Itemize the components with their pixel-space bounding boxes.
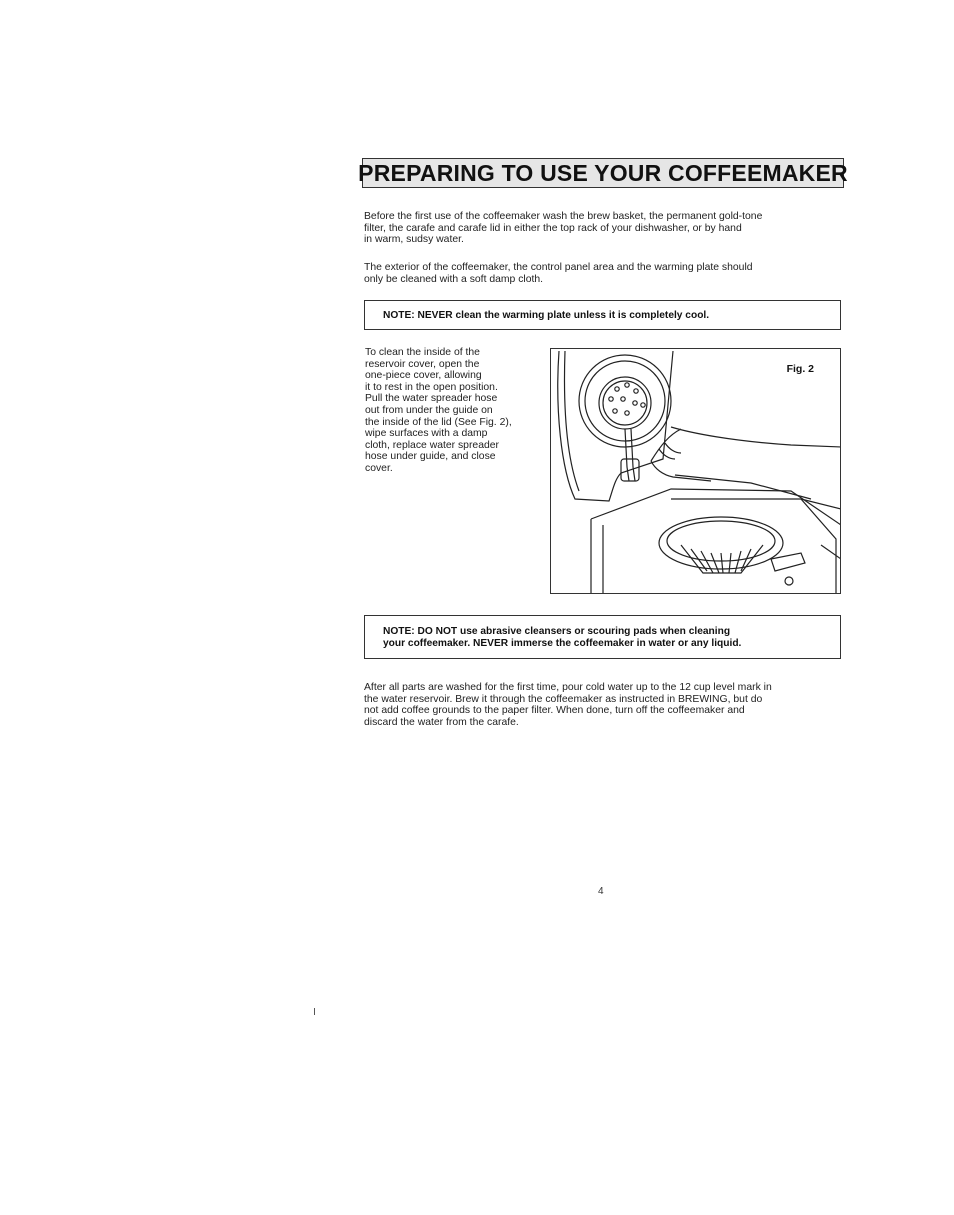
note-warming-plate: NOTE: NEVER clean the warming plate unless it is completely cool. — [364, 300, 841, 330]
page-number: 4 — [598, 886, 604, 897]
figure-label: Fig. 2 — [786, 363, 814, 375]
figure-2 — [550, 348, 841, 594]
note-abrasive-cleansers: NOTE: DO NOT use abrasive cleansers or scouring pads when cleaning your coffeemaker. NEVER immerse the coffeemaker in water or any liquid. — [364, 615, 841, 659]
intro-paragraph: Before the first use of the coffeemaker wash the brew basket, the permanent gold-tone filter, the carafe and carafe lid in either the top rack of your dishwasher, or by hand in warm, sudsy water. — [364, 211, 763, 246]
after-washing-paragraph: After all parts are washed for the first time, pour cold water up to the 12 cup level mark in the water reservoir. Brew it through the coffeemaker as instructed in BREWING, but do not add coffee grounds to the paper filter. When done, turn off the coffeemaker and discard the water from the carafe. — [364, 682, 772, 728]
coffeemaker-illustration — [551, 349, 841, 594]
exterior-paragraph: The exterior of the coffeemaker, the control panel area and the warming plate should only be cleaned with a soft damp cloth. — [364, 262, 753, 285]
section-title: PREPARING TO USE YOUR COFFEEMAKER — [358, 159, 848, 186]
scan-mark — [314, 1008, 315, 1015]
section-title-box — [358, 158, 848, 188]
clean-inside-paragraph: To clean the inside of the reservoir cover, open the one-piece cover, allowing it to rest in the open position. Pull the water spreader hose out from under the guide on the inside of the lid (See Fig. 2), wipe surfaces with a damp cloth, replace water spreader hose under guide, and close cover. — [365, 347, 512, 474]
